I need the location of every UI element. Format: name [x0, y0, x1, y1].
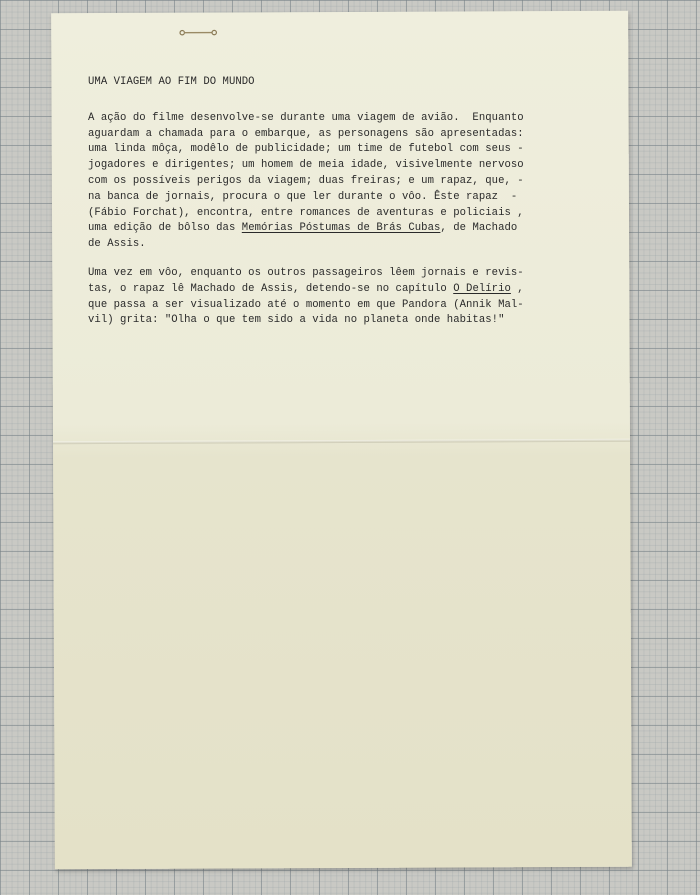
text-segment: vil) grita: "Olha o que tem sido a vida no planeta onde habitas!" — [88, 314, 505, 327]
typewritten-text — [88, 75, 558, 342]
text-line — [88, 190, 558, 206]
text-segment: , — [510, 282, 524, 295]
text-line — [88, 111, 558, 127]
text-line — [88, 174, 558, 190]
text-segment: aguardam a chamada para o embarque, as personagens são apresentadas: — [88, 127, 524, 140]
text-segment: uma edição de bôlso das — [88, 222, 242, 235]
text-line — [88, 298, 558, 314]
staple-mark-icon — [179, 30, 217, 36]
paragraph-1 — [88, 111, 558, 253]
text-segment: uma linda môça, modêlo de publicidade; um time de futebol com seus - — [88, 143, 524, 156]
text-line — [88, 158, 558, 174]
text-segment: jogadores e dirigentes; um homem de meia idade, visivelmente nervoso — [88, 159, 524, 172]
text-line — [88, 221, 558, 237]
text-line — [88, 206, 558, 222]
text-line — [88, 282, 558, 298]
text-line — [88, 237, 558, 253]
text-segment: A ação do filme desenvolve-se durante uma viagem de avião. Enquanto — [88, 111, 524, 124]
text-segment: , de Machado — [440, 222, 518, 235]
document-title: UMA VIAGEM AO FIM DO MUNDO — [88, 76, 255, 88]
text-segment: Uma vez em vôo, enquanto os outros passageiros lêem jornais e revis- — [88, 266, 524, 279]
text-segment: que passa a ser visualizado até o momento em que Pandora (Annik Mal- — [88, 298, 524, 311]
text-segment: (Fábio Forchat), encontra, entre romances de aventuras e policiais , — [88, 206, 524, 219]
text-line — [88, 142, 558, 158]
underlined-title: O Delírio — [453, 282, 511, 295]
text-line — [88, 127, 558, 143]
text-line — [88, 313, 558, 329]
text-segment: tas, o rapaz lê Machado de Assis, detendo-se no capítulo — [88, 282, 454, 295]
text-line — [88, 266, 558, 282]
paragraph-2 — [88, 266, 558, 329]
text-segment: de Assis. — [88, 238, 146, 251]
text-segment: na banca de jornais, procura o que ler durante o vôo. Êste rapaz - — [88, 190, 518, 203]
text-segment: com os possíveis perigos da viagem; duas freiras; e um rapaz, que, - — [88, 174, 524, 187]
paper-fold-crease — [53, 439, 630, 445]
underlined-title: Memórias Póstumas de Brás Cubas — [241, 222, 441, 235]
